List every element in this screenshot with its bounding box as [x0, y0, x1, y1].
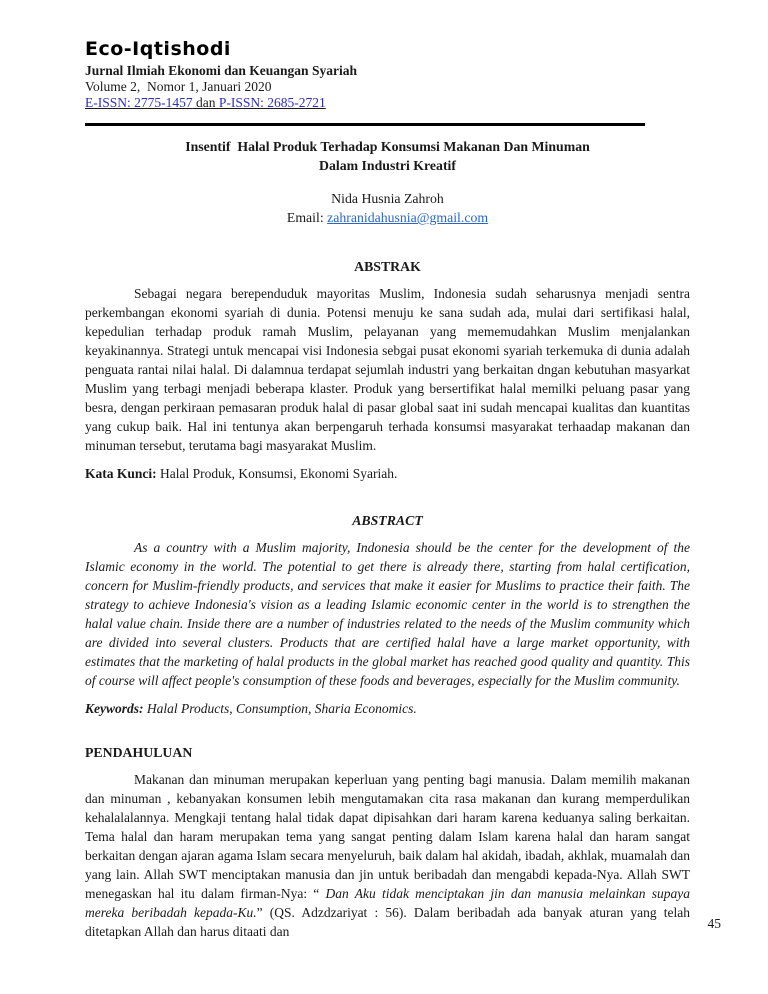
email-label: Email:	[286, 210, 328, 225]
issn-separator: dan	[192, 95, 219, 110]
author-block	[85, 190, 690, 227]
email-link[interactable]: zahranidahusnia@gmail.com	[327, 210, 489, 225]
article-title-line-2: Dalam Industri Kreatif	[319, 158, 456, 173]
article-title	[85, 137, 690, 175]
pendahuluan-text-2: ” (QS. Adzdzariyat : 56). Dalam beribadah ada banyak aturan yang telah ditetapkan Allah dan harus ditaati dan	[85, 905, 690, 939]
article-title-line-1: Insentif Halal Produk Terhadap Konsumsi Makanan Dan Minuman	[185, 139, 590, 154]
keywords-line	[85, 699, 690, 718]
page-number: 45	[707, 916, 721, 931]
quran-quote: Dan Aku tidak menciptakan jin dan manusia melainkan supaya mereka beribadah kepada-Ku.	[85, 886, 691, 920]
pendahuluan-text-1: Makanan dan minuman merupakan keperluan yang penting bagi manusia. Dalam memilih makanan dan minuman , kebanyakan konsumen lebih mengutamakan cita rasa makanan dan kurang memperdulikan kehalalalannya. Mengkaji tentang halal tidak dapat dipisahkan dari haram karena keduanya saling berkaitan. Tema halal dan haram merupakan tema yang sangat penting dalam Islam karena halal dan haram sangat berkaitan dengan ajaran agama Islam secara menyeluruh, baik dalam hal akidah, ibadah, akhlak, muamalah dan yang lain. Allah SWT menciptakan manusia dan jin untuk beribadah dan mengabdi kepada-Nya. Allah SWT menegaskan hal itu dalam firman-Nya: “	[85, 772, 690, 901]
pendahuluan-heading: PENDAHULUAN	[85, 745, 193, 760]
kata-kunci-label: Kata Kunci:	[85, 466, 157, 481]
author-name: Nida Husnia Zahroh	[331, 191, 444, 206]
keywords-values: Halal Products, Consumption, Sharia Economics.	[143, 701, 417, 716]
email-line	[85, 209, 690, 227]
pendahuluan-paragraph	[85, 770, 690, 941]
issn-line	[85, 95, 690, 111]
journal-logo: Eco-Iqtishodi	[85, 38, 231, 60]
abstrak-heading: ABSTRAK	[354, 259, 421, 274]
p-issn-link[interactable]: P-ISSN: 2685-2721	[218, 95, 326, 110]
keywords-label: Keywords:	[85, 701, 144, 716]
e-issn-link[interactable]: E-ISSN: 2775-1457	[85, 95, 193, 110]
kata-kunci-line	[85, 464, 690, 483]
abstract-paragraph: As a country with a Muslim majority, Indonesia should be the center for the development of the Islamic economy in the world. The potential to get there is already there, starting from halal certification, concern for Muslim-friendly products, and services that make it easier for Muslims to practice their faith. The strategy to achieve Indonesia's vision as a leading Islamic economic center in the world is to strengthen the halal value chain. Inside there are a number of industries related to the needs of the Muslim community which are divided into several clusters. Products that are certified halal have a large market opportunity, with estimates that the marketing of halal products in the global market has reached good quality and quantity. This of course will affect people's consumption of these foods and beverages, especially for the Muslim community.	[85, 540, 690, 688]
journal-name: Jurnal Ilmiah Ekonomi dan Keuangan Syariah	[85, 63, 357, 78]
journal-volume-line: Volume 2, Nomor 1, Januari 2020	[85, 79, 272, 94]
journal-header	[85, 38, 690, 126]
abstrak-paragraph: Sebagai negara berependuduk mayoritas Muslim, Indonesia sudah seharusnya menjadi sentra perkembangan ekonomi syariah di dunia. Potensi menuju ke sana sudah ada, mulai dari sertifikasi halal, kepedulian terhadap produk ramah Muslim, pelayanan yang mememudahkan Muslim menjalankan keyakinannya. Strategi untuk mencapai visi Indonesia sebgai pusat ekonomi syariah terkemuka di dunia adalah penguata rantai nilai halal. Di dalamnua terdapat sejumlah industri yang berkaitan dngan kebutuhan masyarkat Muslim yang terbagi menjadi beberapa klaster. Produk yang bersertifikat halal memilki peluang pasar yang besra, dengan perkiraan pemasaran produk halal di pasar global saat ini sudah mencapai kualitas dan kuantitas yang cukup baik. Hal ini tentunya akan berpengaruh terhada konsumsi masyarakat terhaadap makanan dan minuman tersebut, terutama bagi masyarakat Muslim.	[85, 286, 690, 453]
header-divider	[85, 123, 645, 126]
abstract-heading: ABSTRACT	[352, 513, 423, 528]
kata-kunci-values: Halal Produk, Konsumsi, Ekonomi Syariah.	[156, 466, 398, 481]
